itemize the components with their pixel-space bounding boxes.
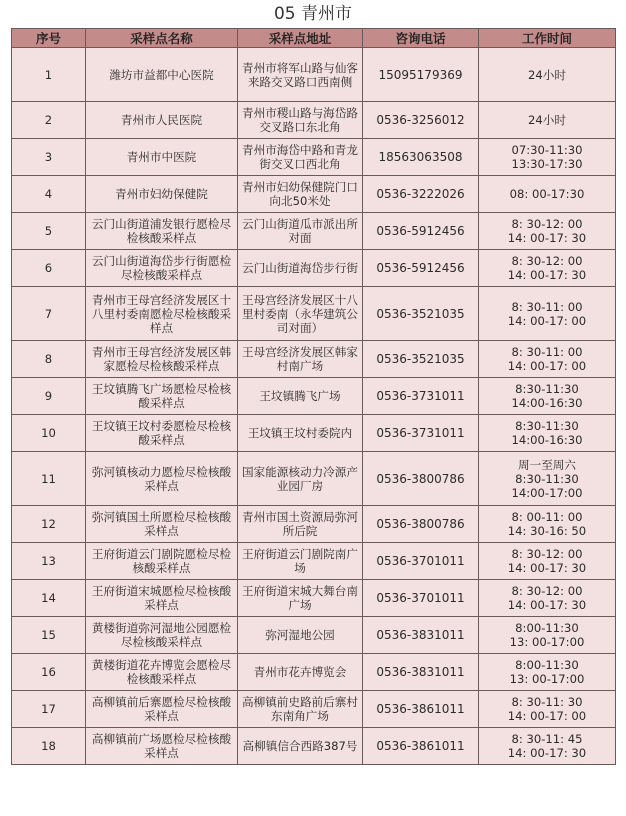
cell-address: 王母宫经济发展区韩家村南广场: [238, 341, 363, 378]
cell-site-name: 云门山街道浦发银行愿检尽检核酸采样点: [86, 213, 238, 250]
cell-no: 14: [12, 580, 86, 617]
cell-phone: 0536-3831011: [363, 654, 479, 691]
cell-hours: 8: 30-12: 00 14: 00-17: 30: [479, 250, 616, 287]
cell-site-name: 青州市中医院: [86, 139, 238, 176]
cell-address: 青州市稷山路与海岱路交叉路口东北角: [238, 102, 363, 139]
cell-site-name: 弥河镇核动力愿检尽检核酸采样点: [86, 452, 238, 506]
table-row: [12, 543, 616, 580]
cell-phone: 0536-3861011: [363, 728, 479, 765]
cell-no: 12: [12, 506, 86, 543]
cell-phone: 0536-3222026: [363, 176, 479, 213]
table-row: [12, 580, 616, 617]
cell-site-name: 青州市王母宫经济发展区十八里村委南愿检尽检核酸采样点: [86, 287, 238, 341]
cell-site-name: 云门山街道海岱步行街愿检尽检核酸采样点: [86, 250, 238, 287]
cell-address: 青州市妇幼保健院门口向北50米处: [238, 176, 363, 213]
cell-no: 15: [12, 617, 86, 654]
cell-no: 10: [12, 415, 86, 452]
cell-phone: 0536-5912456: [363, 213, 479, 250]
sampling-sites-table: [11, 28, 616, 765]
cell-site-name: 潍坊市益都中心医院: [86, 48, 238, 102]
header-phone: 咨询电话: [363, 29, 479, 48]
cell-hours: 24小时: [479, 102, 616, 139]
cell-hours: 8: 30-11: 45 14: 00-17: 30: [479, 728, 616, 765]
cell-phone: 0536-3256012: [363, 102, 479, 139]
cell-hours: 08: 00-17:30: [479, 176, 616, 213]
cell-address: 王母宫经济发展区十八里村委南（永华建筑公司对面）: [238, 287, 363, 341]
table-row: [12, 139, 616, 176]
cell-phone: 0536-3731011: [363, 378, 479, 415]
table-row: [12, 415, 616, 452]
cell-address: 王府街道宋城大舞台南广场: [238, 580, 363, 617]
cell-site-name: 青州市妇幼保健院: [86, 176, 238, 213]
table-header-row: [12, 29, 616, 48]
cell-no: 13: [12, 543, 86, 580]
cell-site-name: 弥河镇国土所愿检尽检核酸采样点: [86, 506, 238, 543]
cell-no: 16: [12, 654, 86, 691]
cell-hours: 8:00-11:30 13: 00-17:00: [479, 617, 616, 654]
cell-phone: 15095179369: [363, 48, 479, 102]
cell-address: 青州市海岱中路和青龙街交叉口西北角: [238, 139, 363, 176]
cell-hours: 8:00-11:30 13: 00-17:00: [479, 654, 616, 691]
cell-site-name: 黄楼街道弥河湿地公园愿检尽检核酸采样点: [86, 617, 238, 654]
cell-site-name: 高柳镇前广场愿检尽检核酸采样点: [86, 728, 238, 765]
cell-hours: 周一至周六 8:30-11:30 14:00-17:00: [479, 452, 616, 506]
cell-site-name: 高柳镇前后寨愿检尽检核酸采样点: [86, 691, 238, 728]
table-row: [12, 176, 616, 213]
table-row: [12, 452, 616, 506]
cell-site-name: 青州市人民医院: [86, 102, 238, 139]
table-row: [12, 213, 616, 250]
cell-hours: 8: 30-11: 00 14: 00-17: 00: [479, 287, 616, 341]
cell-hours: 8:30-11:30 14:00-16:30: [479, 415, 616, 452]
cell-address: 高柳镇信合西路387号: [238, 728, 363, 765]
cell-site-name: 青州市王母宫经济发展区韩家愿检尽检核酸采样点: [86, 341, 238, 378]
cell-no: 5: [12, 213, 86, 250]
cell-address: 青州市将军山路与仙客来路交叉路口西南侧: [238, 48, 363, 102]
table-row: [12, 654, 616, 691]
cell-hours: 8: 00-11: 00 14: 30-16: 50: [479, 506, 616, 543]
table-row: [12, 691, 616, 728]
table-row: [12, 48, 616, 102]
cell-phone: 0536-3731011: [363, 415, 479, 452]
cell-hours: 8: 30-12: 00 14: 00-17: 30: [479, 213, 616, 250]
cell-site-name: 黄楼街道花卉博览会愿检尽检核酸采样点: [86, 654, 238, 691]
header-address: 采样点地址: [238, 29, 363, 48]
page-title: 05 青州市: [273, 4, 353, 24]
cell-no: 3: [12, 139, 86, 176]
table-row: [12, 617, 616, 654]
cell-no: 17: [12, 691, 86, 728]
table-row: [12, 250, 616, 287]
cell-site-name: 王坟镇腾飞广场愿检尽检核酸采样点: [86, 378, 238, 415]
table-row: [12, 506, 616, 543]
cell-no: 11: [12, 452, 86, 506]
table-row: [12, 378, 616, 415]
cell-address: 王坟镇王坟村委院内: [238, 415, 363, 452]
cell-address: 弥河湿地公园: [238, 617, 363, 654]
cell-phone: 0536-3800786: [363, 506, 479, 543]
cell-site-name: 王府街道宋城愿检尽检核酸采样点: [86, 580, 238, 617]
cell-phone: 18563063508: [363, 139, 479, 176]
cell-hours: 07:30-11:30 13:30-17:30: [479, 139, 616, 176]
cell-no: 1: [12, 48, 86, 102]
cell-hours: 8:30-11:30 14:00-16:30: [479, 378, 616, 415]
cell-address: 高柳镇前史路前后寨村东南角广场: [238, 691, 363, 728]
cell-address: 国家能源核动力冷源产业园厂房: [238, 452, 363, 506]
cell-site-name: 王府街道云门剧院愿检尽检核酸采样点: [86, 543, 238, 580]
table-row: [12, 341, 616, 378]
header-name: 采样点名称: [86, 29, 238, 48]
cell-phone: 0536-3701011: [363, 580, 479, 617]
cell-no: 2: [12, 102, 86, 139]
cell-address: 王坟镇腾飞广场: [238, 378, 363, 415]
cell-no: 7: [12, 287, 86, 341]
header-hours: 工作时间: [479, 29, 616, 48]
cell-address: 云门山街道瓜市派出所对面: [238, 213, 363, 250]
cell-hours: 8: 30-11: 00 14: 00-17: 00: [479, 341, 616, 378]
cell-hours: 24小时: [479, 48, 616, 102]
cell-no: 18: [12, 728, 86, 765]
cell-phone: 0536-3800786: [363, 452, 479, 506]
cell-address: 青州市花卉博览会: [238, 654, 363, 691]
cell-hours: 8: 30-12: 00 14: 00-17: 30: [479, 543, 616, 580]
cell-phone: 0536-3521035: [363, 287, 479, 341]
cell-phone: 0536-5912456: [363, 250, 479, 287]
cell-site-name: 王坟镇王坟村委愿检尽检核酸采样点: [86, 415, 238, 452]
cell-no: 6: [12, 250, 86, 287]
table-row: [12, 102, 616, 139]
cell-address: 云门山街道海岱步行街: [238, 250, 363, 287]
cell-hours: 8: 30-11: 30 14: 00-17: 00: [479, 691, 616, 728]
table-row: [12, 728, 616, 765]
header-no: 序号: [12, 29, 86, 48]
cell-no: 4: [12, 176, 86, 213]
cell-address: 王府街道云门剧院南广场: [238, 543, 363, 580]
cell-address: 青州市国土资源局弥河所后院: [238, 506, 363, 543]
cell-no: 9: [12, 378, 86, 415]
cell-phone: 0536-3701011: [363, 543, 479, 580]
cell-phone: 0536-3831011: [363, 617, 479, 654]
cell-phone: 0536-3861011: [363, 691, 479, 728]
cell-hours: 8: 30-12: 00 14: 00-17: 30: [479, 580, 616, 617]
cell-no: 8: [12, 341, 86, 378]
cell-phone: 0536-3521035: [363, 341, 479, 378]
table-row: [12, 287, 616, 341]
